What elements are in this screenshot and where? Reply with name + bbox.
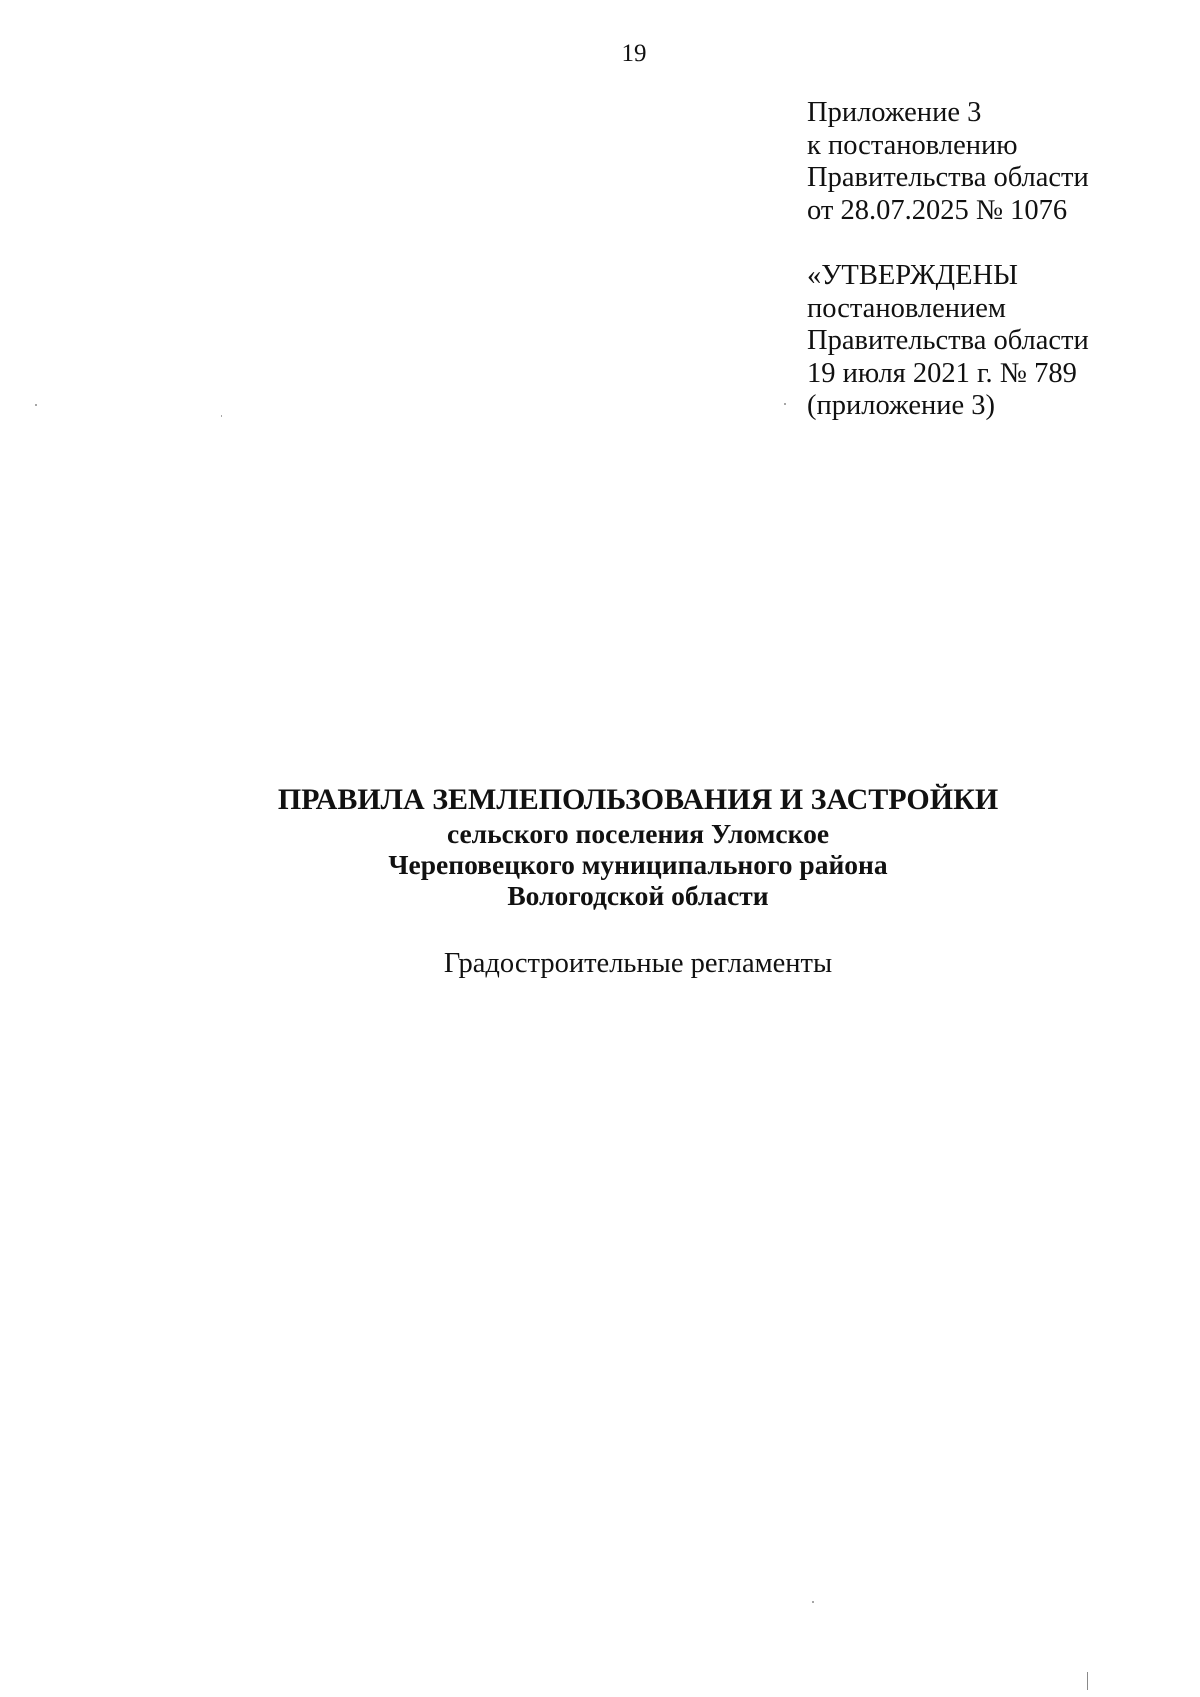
scan-speck xyxy=(221,415,222,417)
scan-speck xyxy=(35,404,37,406)
approval-line: (приложение 3) xyxy=(807,390,995,421)
document-subtitle-line: Череповецкого муниципального района xyxy=(388,849,888,880)
page-number: 19 xyxy=(621,40,647,67)
document-main-title: ПРАВИЛА ЗЕМЛЕПОЛЬЗОВАНИЯ И ЗАСТРОЙКИ xyxy=(277,783,999,816)
section-title: Градостроительные регламенты xyxy=(443,948,833,979)
attachment-line: Приложение 3 xyxy=(807,97,982,128)
attachment-line: от 28.07.2025 № 1076 xyxy=(807,194,1068,226)
attachment-line: к постановлению xyxy=(807,129,1018,161)
document-subtitle-line: сельского поселения Уломское xyxy=(446,818,830,849)
attachment-reference xyxy=(807,97,1089,227)
scan-speck xyxy=(784,403,786,405)
approval-line: 19 июля 2021 г. № 789 xyxy=(807,357,1077,389)
approval-line: Правительства области xyxy=(807,325,1089,356)
document-title-block xyxy=(0,782,1200,911)
approval-line: постановлением xyxy=(807,292,1006,324)
approval-stamp-text xyxy=(807,260,1089,423)
attachment-line: Правительства области xyxy=(807,162,1089,193)
approval-line: «УТВЕРЖДЕНЫ xyxy=(807,260,1018,291)
scan-speck xyxy=(812,1601,814,1603)
scan-speck xyxy=(1087,1672,1088,1690)
document-subtitle-line: Вологодской области xyxy=(507,880,769,911)
